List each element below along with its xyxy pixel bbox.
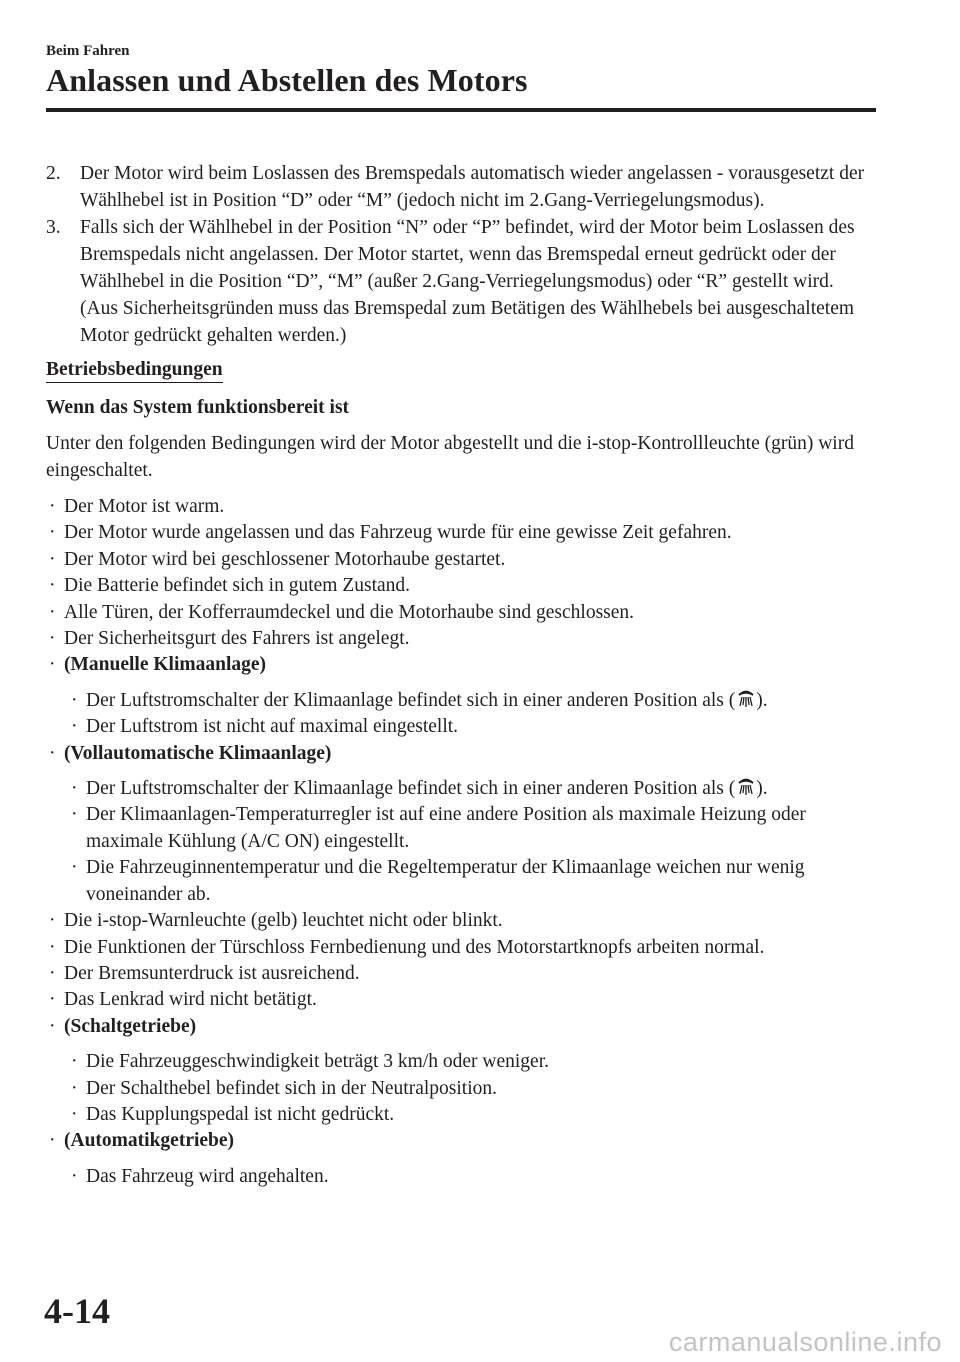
item-number: 3. <box>46 217 61 238</box>
condition-heading: Wenn das System funktionsbereit ist <box>46 397 350 418</box>
list-item-text: Die Fahrzeuginnentemperatur und die Regeltemperatur der Klimaanlage weichen nur wenig voneinander ab. <box>86 857 805 905</box>
bullet-dot: · <box>49 496 56 517</box>
group-heading-automatic-transmission <box>46 1128 876 1154</box>
bullet-dot: · <box>49 1015 56 1037</box>
bullet-dot: · <box>49 742 56 764</box>
list-item-text: Der Motor ist warm. <box>64 496 225 517</box>
list-item-text: Die Fahrzeuggeschwindigkeit beträgt 3 km/h oder weniger. <box>86 1051 549 1073</box>
list-item <box>68 714 876 740</box>
list-item <box>46 626 876 652</box>
item-text: Falls sich der Wählhebel in der Position “N” oder “P” befindet, wird der Motor beim Loslassen des Bremspedals nicht angelassen. Der Motor startet, wenn das Bremspedal erneut gedrückt oder der Wählhebel in die Position “D”, “M” (außer 2.Gang-Verriegelungsmodus) oder “R” gestellt wird. (Aus Sicherheitsgründen muss das Bremspedal zum Betätigen des Wählhebels bei ausgeschaltetem Motor gedrückt gehalten werden.) <box>80 217 855 346</box>
bullet-dot: · <box>71 857 78 879</box>
list-item <box>68 1076 876 1102</box>
group-heading-auto-ac <box>46 741 876 767</box>
list-item-text: Die Batterie befindet sich in gutem Zustand. <box>64 575 411 597</box>
bullet-dot: · <box>71 716 78 738</box>
list-item-text: Der Luftstrom ist nicht auf maximal eingestellt. <box>86 716 459 738</box>
defroster-icon <box>737 777 755 797</box>
list-item <box>46 520 876 546</box>
bullet-dot: · <box>49 522 56 544</box>
defroster-icon <box>737 689 755 709</box>
numbered-item <box>46 160 876 214</box>
list-item-text: Der Luftstromschalter der Klimaanlage befindet sich in einer anderen Position als ( <box>86 689 736 711</box>
item-text: Der Motor wird beim Loslassen des Bremspedals automatisch wieder angelassen - vorausgesetzt der Wählhebel ist in Position “D” oder “M” (jedoch nicht im 2.Gang-Verriegelungsmodus). <box>80 163 865 211</box>
condition-list <box>46 494 876 1190</box>
list-item <box>68 776 876 802</box>
bullet-dot: · <box>49 654 56 676</box>
bullet-dot: · <box>49 575 56 597</box>
group-heading-manual-transmission <box>46 1014 876 1040</box>
intro-paragraph: Unter den folgenden Bedingungen wird der Motor abgestellt und die i-stop-Kontrollleuchte (grün) wird eingeschaltet. <box>46 433 854 481</box>
group-heading-text: (Automatikgetriebe) <box>64 1130 235 1152</box>
bullet-dot: · <box>49 1130 56 1152</box>
list-item <box>68 855 876 908</box>
page-title: Anlassen und Abstellen des Motors <box>46 62 528 98</box>
group-heading-text: (Manuelle Klimaanlage) <box>64 654 267 676</box>
bullet-dot: · <box>71 689 78 711</box>
bullet-dot: · <box>71 1103 78 1125</box>
list-item-text: Die i-stop-Warnleuchte (gelb) leuchtet nicht oder blinkt. <box>64 910 503 932</box>
bullet-dot: · <box>49 910 56 932</box>
list-item <box>68 802 876 855</box>
list-item-text: Der Motor wird bei geschlossener Motorhaube gestartet. <box>64 548 506 570</box>
list-item-text: Der Luftstromschalter der Klimaanlage befindet sich in einer anderen Position als ( <box>86 778 736 800</box>
list-item-text: Der Klimaanlagen-Temperaturregler ist auf eine andere Position als maximale Heizung oder maximale Kühlung (A/C ON) eingestellt. <box>86 804 806 852</box>
subheading-betriebsbedingungen: Betriebsbedingungen <box>46 358 223 383</box>
list-item <box>68 1164 876 1190</box>
bullet-dot: · <box>49 548 56 570</box>
list-item <box>68 1049 876 1075</box>
bullet-dot: · <box>71 1165 78 1187</box>
bullet-dot: · <box>49 936 56 958</box>
section-label: Beim Fahren <box>46 43 130 59</box>
list-item <box>46 908 876 934</box>
list-item-text-end: ). <box>756 778 768 800</box>
bullet-dot: · <box>49 962 56 984</box>
bullet-dot: · <box>71 804 78 826</box>
list-item <box>46 573 876 599</box>
list-item <box>46 961 876 987</box>
bullet-dot: · <box>49 989 56 1011</box>
group-heading-text: (Vollautomatische Klimaanlage) <box>64 742 332 764</box>
list-item-text: Das Fahrzeug wird angehalten. <box>86 1165 329 1187</box>
list-item <box>68 1102 876 1128</box>
list-item-text: Der Bremsunterdruck ist ausreichend. <box>64 962 360 984</box>
list-item-text: Der Sicherheitsgurt des Fahrers ist angelegt. <box>64 628 410 650</box>
watermark-link[interactable]: carmanualsonline.info <box>668 1327 942 1357</box>
page-content <box>46 160 876 1190</box>
list-item <box>46 600 876 626</box>
list-item <box>46 935 876 961</box>
bullet-dot: · <box>49 628 56 650</box>
list-item-text: Der Schalthebel befindet sich in der Neutralposition. <box>86 1077 498 1099</box>
list-item-text: Das Lenkrad wird nicht betätigt. <box>64 989 317 1011</box>
list-item <box>68 688 876 714</box>
bullet-dot: · <box>49 601 56 623</box>
bullet-dot: · <box>71 1051 78 1073</box>
list-item-text: Der Motor wurde angelassen und das Fahrzeug wurde für eine gewisse Zeit gefahren. <box>64 522 732 544</box>
list-item <box>46 547 876 573</box>
item-number: 2. <box>46 163 61 184</box>
list-item <box>46 987 876 1013</box>
title-divider <box>46 108 876 112</box>
list-item-text-end: ). <box>756 689 768 711</box>
numbered-item <box>46 214 876 349</box>
list-item <box>46 494 876 520</box>
list-item-text: Alle Türen, der Kofferraumdeckel und die Motorhaube sind geschlossen. <box>64 601 635 623</box>
group-heading-manual-ac <box>46 652 876 678</box>
page-number: 4-14 <box>44 1291 110 1331</box>
list-item-text: Die Funktionen der Türschloss Fernbedienung und des Motorstartknopfs arbeiten normal. <box>64 936 765 958</box>
list-item-text: Das Kupplungspedal ist nicht gedrückt. <box>86 1103 395 1125</box>
bullet-dot: · <box>71 778 78 800</box>
bullet-dot: · <box>71 1077 78 1099</box>
group-heading-text: (Schaltgetriebe) <box>64 1015 197 1037</box>
